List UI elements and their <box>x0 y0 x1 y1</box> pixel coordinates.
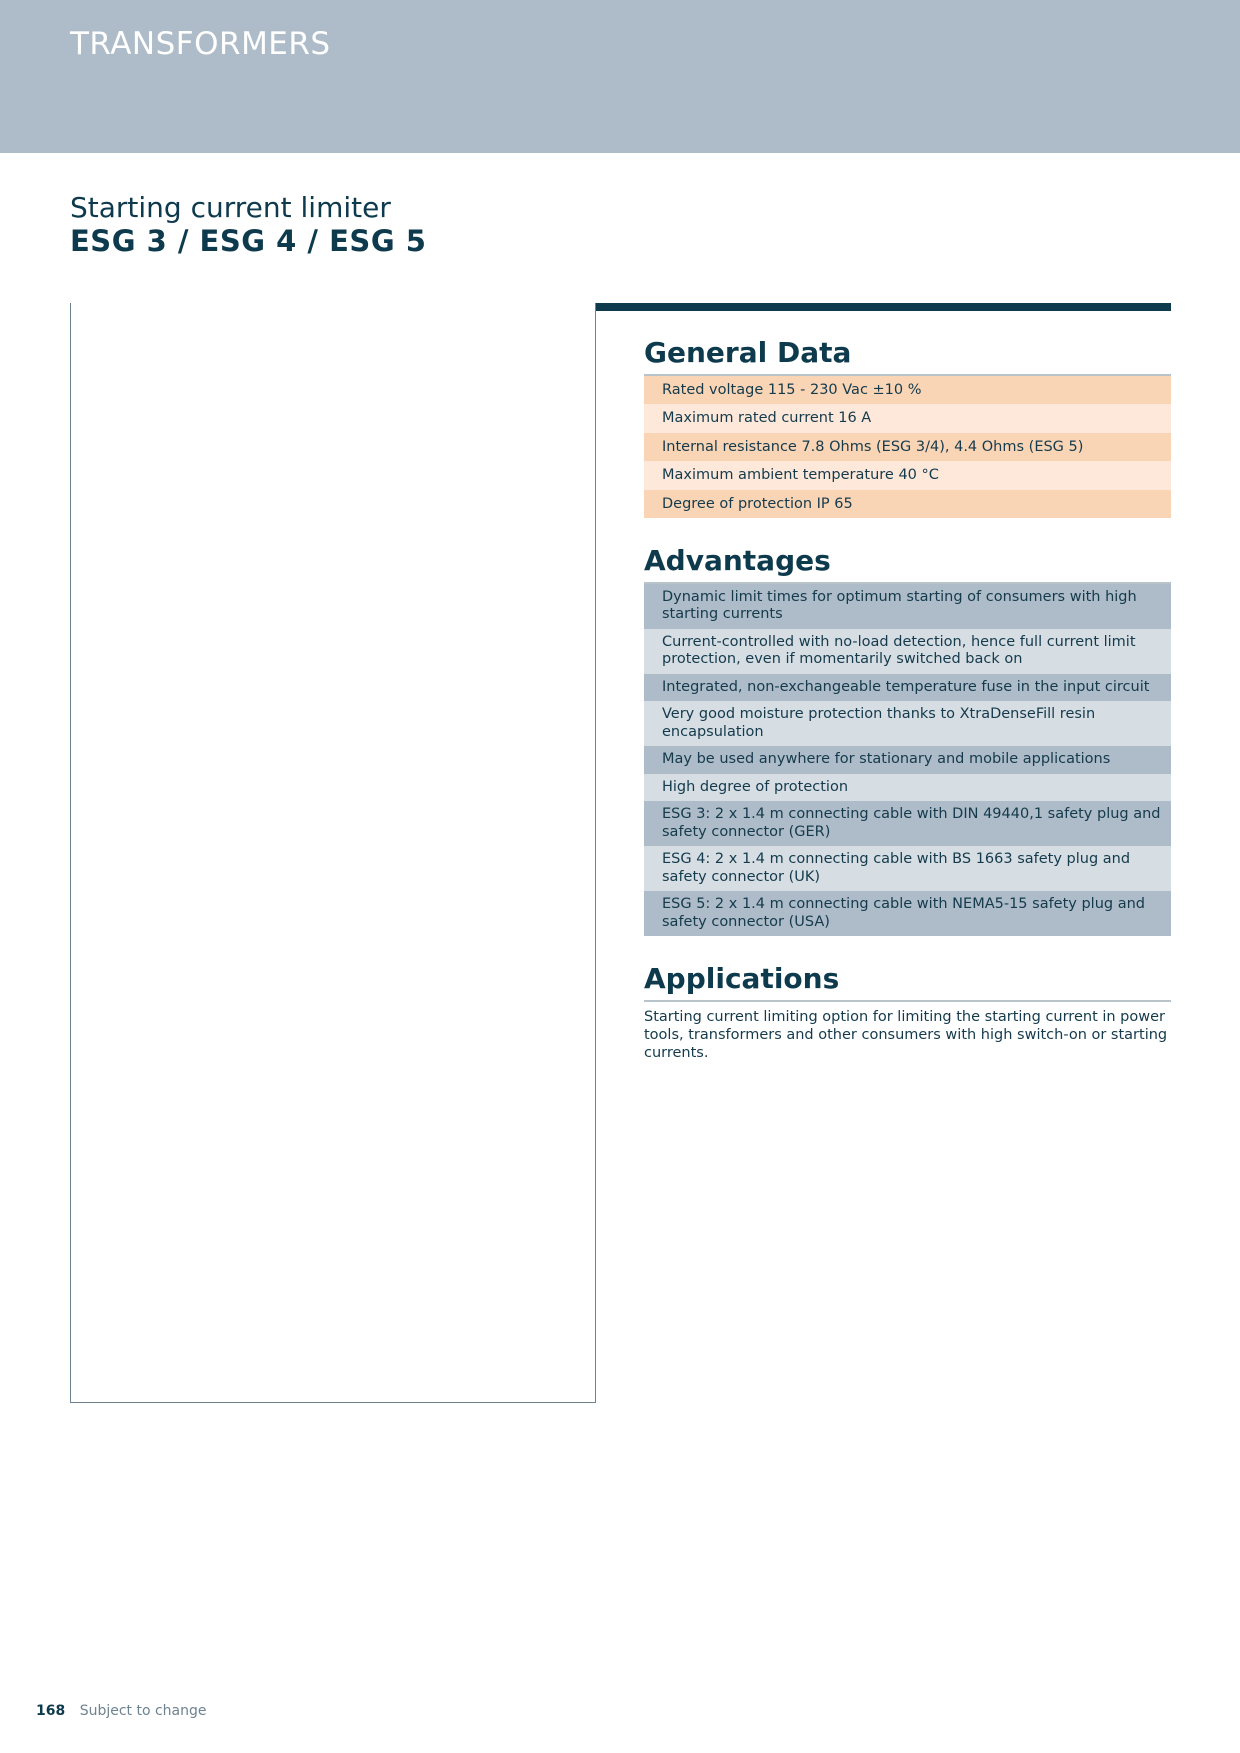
general-data-heading: General Data <box>644 336 1171 376</box>
general-data-row: Maximum ambient temperature 40 °C <box>644 461 1171 490</box>
advantage-row: Very good moisture protection thanks to XtraDenseFill resin encapsulation <box>644 701 1171 746</box>
header-band <box>0 0 1240 153</box>
advantage-row: Current-controlled with no-load detection, hence full current limit protection, even if momentarily switched back on <box>644 629 1171 674</box>
general-data-list <box>644 376 1171 519</box>
advantages-list <box>644 584 1171 937</box>
advantage-row: ESG 5: 2 x 1.4 m connecting cable with NEMA5-15 safety plug and safety connector (USA) <box>644 891 1171 936</box>
advantage-row: ESG 3: 2 x 1.4 m connecting cable with DIN 49440,1 safety plug and safety connector (GER) <box>644 801 1171 846</box>
product-image-frame <box>70 303 596 1403</box>
page-number: 168 <box>36 1703 66 1719</box>
general-data-row: Maximum rated current 16 A <box>644 404 1171 433</box>
general-data-row: Degree of protection IP 65 <box>644 490 1171 519</box>
advantage-row: High degree of protection <box>644 774 1171 802</box>
applications-text: Starting current limiting option for limiting the starting current in power tools, transformers and other consumers with high switch-on or starting currents. <box>644 1008 1168 1061</box>
product-title: ESG 3 / ESG 4 / ESG 5 <box>70 224 427 258</box>
advantage-row: ESG 4: 2 x 1.4 m connecting cable with BS 1663 safety plug and safety connector (UK) <box>644 846 1171 891</box>
section-header-title: TRANSFORMERS <box>70 26 331 62</box>
page-footer <box>36 1703 207 1719</box>
footer-note: Subject to change <box>79 1703 207 1719</box>
product-subtitle: Starting current limiter <box>70 191 391 224</box>
advantage-row: May be used anywhere for stationary and mobile applications <box>644 746 1171 774</box>
spec-column <box>644 336 1171 1062</box>
advantage-row: Integrated, non-exchangeable temperature fuse in the input circuit <box>644 674 1171 702</box>
general-data-row: Internal resistance 7.8 Ohms (ESG 3/4), 4.4 Ohms (ESG 5) <box>644 433 1171 462</box>
advantages-heading: Advantages <box>644 544 1171 584</box>
advantage-row: Dynamic limit times for optimum starting of consumers with high starting currents <box>644 584 1171 629</box>
general-data-row: Rated voltage 115 - 230 Vac ±10 % <box>644 376 1171 405</box>
applications-heading: Applications <box>644 962 1171 1002</box>
